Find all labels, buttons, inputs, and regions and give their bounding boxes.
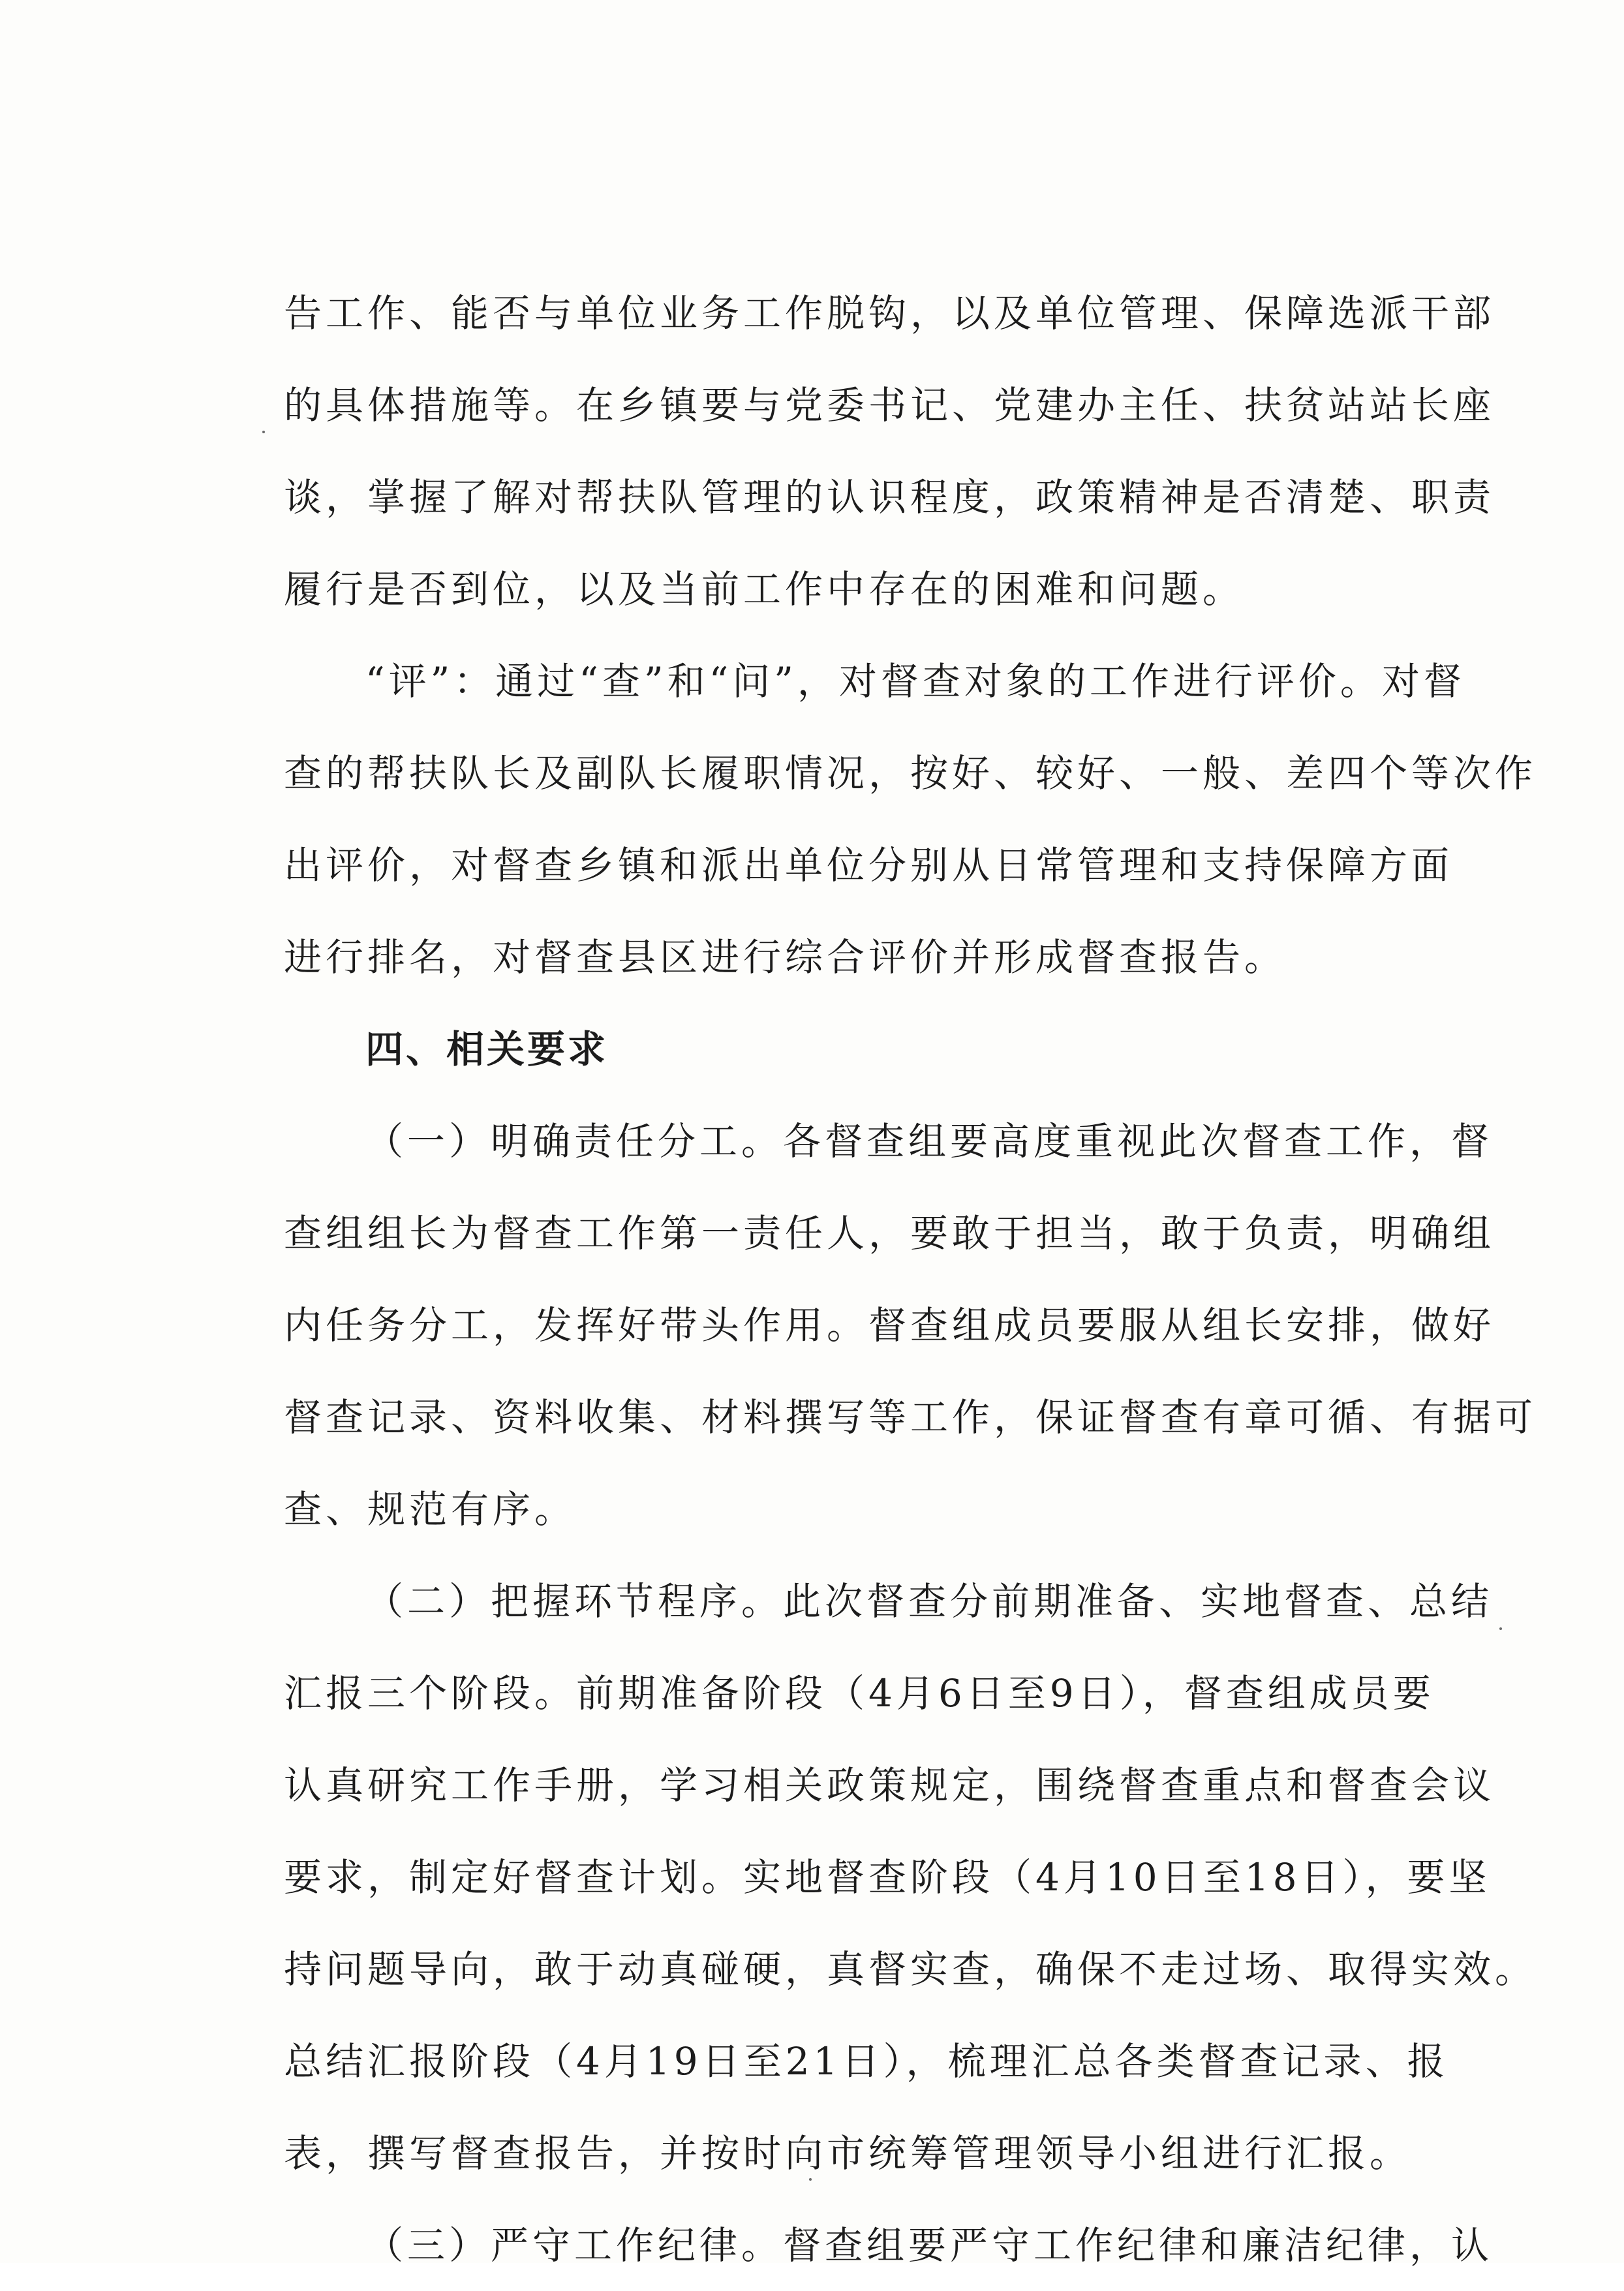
body-line: 进行排名，对督查县区进行综合评价并形成督查报告。 [284,935,1287,979]
body-line: 出评价，对督查乡镇和派出单位分别从日常管理和支持保障方面 [284,843,1454,887]
body-line: （二）把握环节程序。此次督查分前期准备、实地督查、总结 [365,1579,1494,1623]
section-heading: 四、相关要求 [365,1027,609,1071]
body-line: 谈，掌握了解对帮扶队管理的认识程度，政策精神是否清楚、职责 [284,475,1495,519]
body-line: 督查记录、资料收集、材料撰写等工作，保证督查有章可循、有据可 [284,1395,1537,1439]
body-line: （三）严守工作纪律。督查组要严守工作纪律和廉洁纪律，认 [365,2223,1494,2268]
body-line: 查的帮扶队长及副队长履职情况，按好、较好、一般、差四个等次作 [284,751,1537,795]
body-line: 内任务分工，发挥好带头作用。督查组成员要服从组长安排，做好 [284,1303,1495,1347]
body-line: 要求，制定好督查计划。实地督查阶段（4月10日至18日），要坚 [284,1855,1491,1899]
body-line: 的具体措施等。在乡镇要与党委书记、党建办主任、扶贫站站长座 [284,383,1495,427]
body-line: “评”：通过“查”和“问”，对督查对象的工作进行评价。对督 [365,659,1465,703]
body-line: 查组组长为督查工作第一责任人，要敢于担当，敢于负责，明确组 [284,1211,1495,1255]
body-line: 认真研究工作手册，学习相关政策规定，围绕督查重点和督查会议 [284,1763,1495,1807]
scan-speck [809,2178,812,2181]
scan-speck [1499,1627,1502,1630]
body-line: 总结汇报阶段（4月19日至21日），梳理汇总各类督查记录、报 [284,2039,1449,2083]
body-line: 汇报三个阶段。前期准备阶段（4月6日至9日），督查组成员要 [284,1671,1435,1715]
body-line: 查、规范有序。 [284,1487,577,1531]
body-line: 持问题导向，敢于动真碰硬，真督实查，确保不走过场、取得实效。 [284,1947,1537,1991]
body-line: 表，撰写督查报告，并按时向市统筹管理领导小组进行汇报。 [284,2131,1412,2176]
body-line: （一）明确责任分工。各督查组要高度重视此次督查工作，督 [365,1119,1494,1163]
body-line: 履行是否到位，以及当前工作中存在的困难和问题。 [284,567,1245,611]
body-line: 告工作、能否与单位业务工作脱钩，以及单位管理、保障选派干部 [284,291,1495,335]
scan-speck [262,431,265,433]
